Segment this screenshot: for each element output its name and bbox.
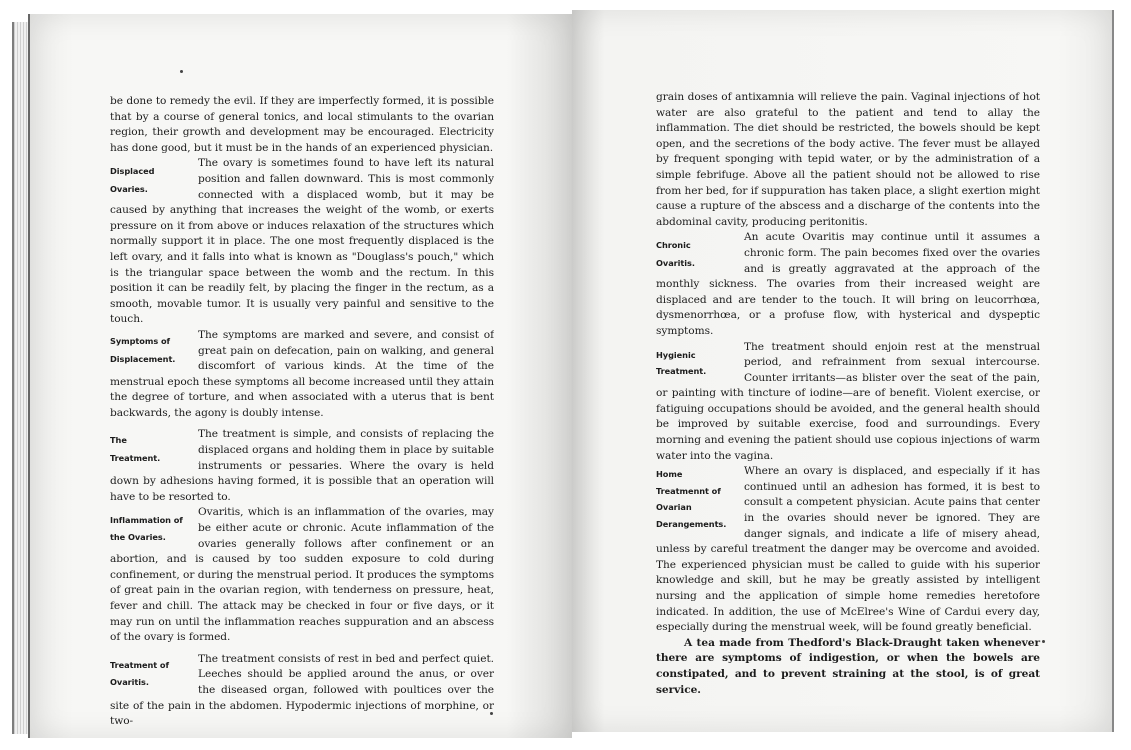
- right-page: [572, 10, 1114, 732]
- side-heading: Home Treatmennt of Ovarian Derangements.: [656, 469, 727, 530]
- side-heading: Treatment of Ovaritis.: [110, 659, 169, 688]
- section-text: The ovary is sometimes found to have left its natural position and fallen downward. This is most commonly connected with a displaced womb, but it may be caused by anything that increases the weight of the womb, or exerts pressure on it from above or induces relaxation of the structures which normally support it in place. The one most frequently displaced is the left ovary, and it falls into what is known as "Douglass's pouch," which is the triangular space between the womb and the rectum. In this position it can be readily felt, by placing the finger in the rectum, as a smooth, movable tumor. It is usually very painful and sensitive to the touch.: [110, 157, 494, 326]
- section-displaced-ovaries: [110, 156, 494, 328]
- left-page-text: [110, 94, 494, 730]
- side-heading: Symptoms of Displacement.: [110, 335, 176, 364]
- closing-paragraph: A tea made from Thedford's Black-Draught taken whenever there are symptoms of indigestion, or when the bowels are constipated, and to prevent straining at the stool, is of great service.: [656, 636, 1040, 696]
- section-text: The symptoms are marked and severe, and consist of great pain on defecation, pain on walking, and general discomfort of various kinds. At the time of the menstrual epoch these symptoms all become increased until they attain the degree of torture, and when associated with a uterus that is bent backwards, the agony is doubly intense.: [110, 328, 494, 419]
- left-intro-paragraph: be done to remedy the evil. If they are imperfectly formed, it is possible that by a course of general tonics, and local stimulants to the ovarian region, their growth and development may be encouraged. Electricity has done good, but it must be in the hands of an experienced physician.: [110, 95, 494, 154]
- section-chronic-ovaritis: [656, 230, 1040, 339]
- speck: [490, 712, 493, 715]
- section-text: An acute Ovaritis may continue until it assumes a chronic form. The pain becomes fixed over the ovaries and is greatly aggravated at the approach of the monthly sickness. The ovaries from their increased weight are displaced and are tender to the touch. It will bring on leucorrhœa, dysmenorrhœa, or a profuse flow, with hysterical and dyspeptic symptoms.: [656, 231, 1040, 337]
- section-text: The treatment should enjoin rest at the menstrual period, and refrainment from sexual intercourse. Counter irritants—as blister over the seat of the pain, or painting with tincture of iodine—are of benefit. Violent exercise, or fatiguing occupations should be avoided, and the general health should be improved by suitable exercise, food and surroundings. Every morning and evening the patient should use copious injections of warm water into the vagina.: [656, 340, 1040, 462]
- side-heading: Inflammation of the Ovaries.: [110, 515, 183, 543]
- section-the-treatment: [110, 427, 494, 505]
- side-heading: Displaced Ovaries.: [110, 166, 155, 194]
- section-treatment-of-ovaritis: [110, 652, 494, 730]
- section-symptoms-of-displacement: [110, 328, 494, 422]
- section-text: The treatment consists of rest in bed and perfect quiet. Leeches should be applied around the anus, or over the diseased organ, followed with poultices over the site of the pain in the abdomen. Hypodermic injections of morphine, or two-: [110, 652, 494, 728]
- side-heading: Chronic Ovaritis.: [656, 240, 695, 268]
- side-heading: The Treatment.: [110, 435, 161, 464]
- speck: [1042, 640, 1045, 643]
- right-intro-paragraph: grain doses of antixamnia will relieve the pain. Vaginal injections of hot water are also grateful to the patient and tend to allay the inflammation. The diet should be restricted, the bowels should be kept open, and the secretions of the body active. The fever must be allayed by frequent sponging with tepid water, or by the administration of a simple febrifuge. Above all the patient should not be allowed to rise from her bed, for if suppuration has taken place, a slight exertion might cause a rupture of the abscess and a discharge of the contents into the abdominal cavity, producing peritonitis.: [656, 91, 1040, 228]
- section-text: Ovaritis, which is an inflammation of the ovaries, may be either acute or chronic. Acute inflammation of the ovaries generally follows after confinement or an abortion, and is caused by too sudden exposure to cold during confinement, or during the menstrual period. It produces the symptoms of great pain in the ovarian region, with tenderness on pressure, heat, fever and chill. The attack may be checked in four or five days, or it may run on until the inflammation reaches suppuration and an abscess of the ovary is formed.: [110, 506, 494, 644]
- section-inflammation-of-ovaries: [110, 505, 494, 645]
- section-text: The treatment is simple, and consists of replacing the displaced organs and holding them in place by suitable instruments or pessaries. Where the ovary is held down by adhesions having formed, it is possible that an operation will have to be resorted to.: [110, 428, 494, 503]
- side-heading: Hygienic Treatment.: [656, 349, 707, 377]
- left-page: [28, 14, 572, 738]
- speck: [180, 70, 183, 73]
- section-text: Where an ovary is displaced, and especially if it has continued until an adhesion has formed, it is best to consult a competent physician. Acute pains that center in the ovaries should never be ignored. They are danger signals, and indicate a life of misery ahead, unless by careful treatment the danger may be overcome and avoided. The experienced physician must be called to guide with his superior knowledge and skill, but he may be greatly assisted by intelligent nursing and the application of simple home remedies heretofore indicated. In addition, the use of McElree's Wine of Cardui every day, especially during the menstrual week, will be found greatly beneficial.: [656, 465, 1040, 634]
- section-hygienic-treatment: [656, 340, 1040, 465]
- section-home-treatment: [656, 464, 1040, 636]
- right-page-text: [656, 90, 1040, 698]
